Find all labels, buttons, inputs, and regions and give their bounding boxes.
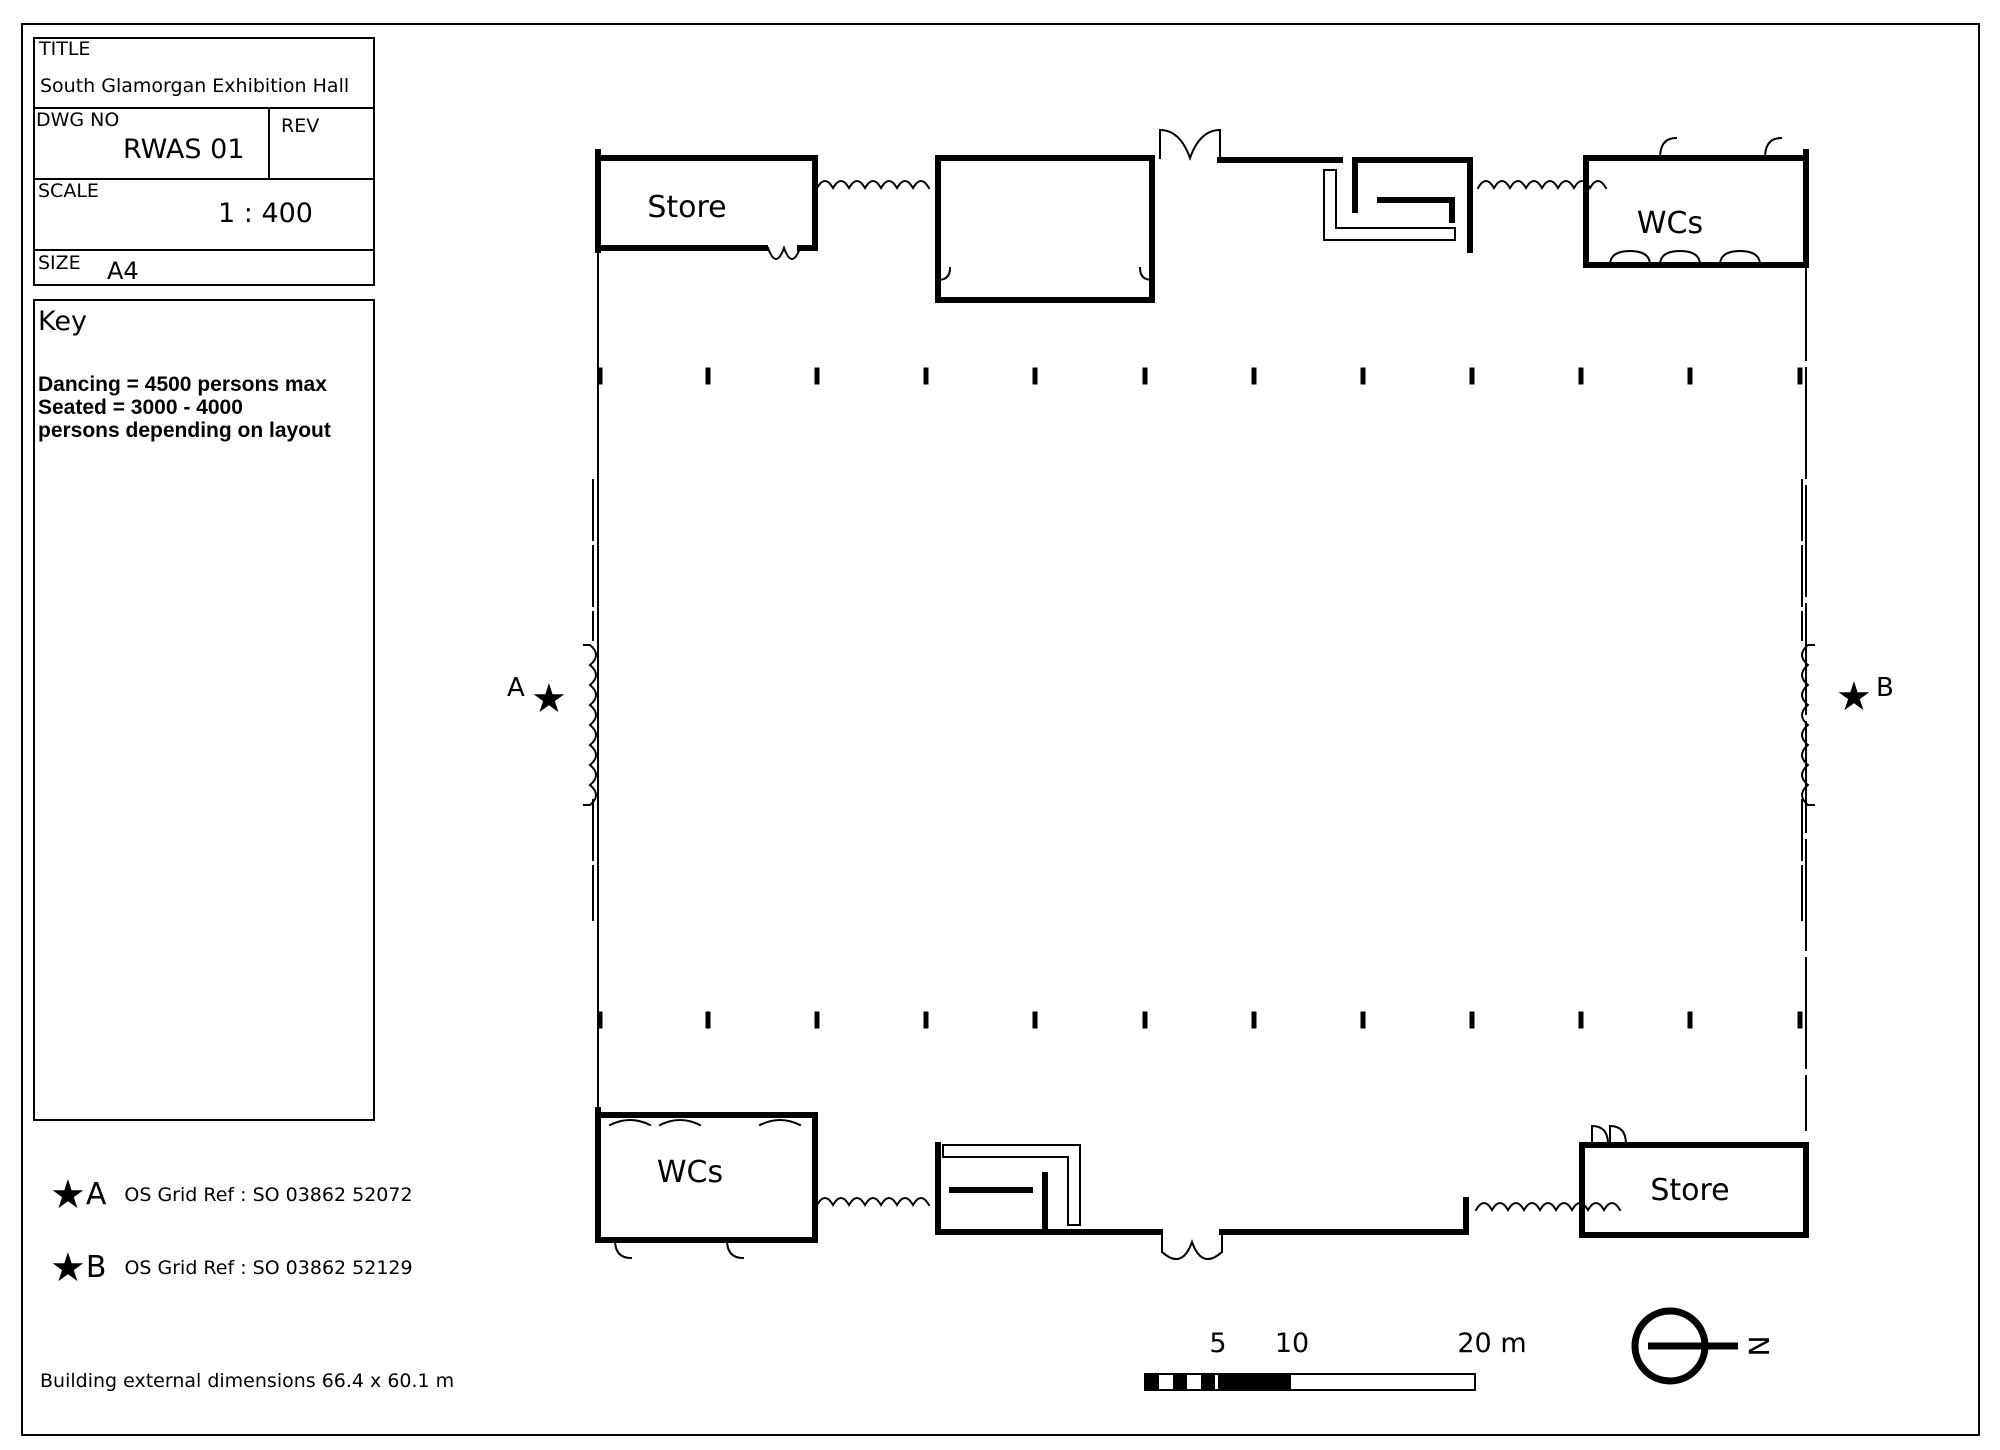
store-top-door bbox=[768, 248, 800, 259]
size-label: SIZE bbox=[38, 252, 81, 274]
top-kiosk-room bbox=[1355, 160, 1470, 250]
top-middle-room bbox=[938, 158, 1152, 300]
star-icon: ★ bbox=[1836, 674, 1872, 720]
dimensions-note: Building external dimensions 66.4 x 60.1 m bbox=[40, 1370, 455, 1392]
key-text: Dancing = 4500 persons max Seated = 3000 - 4000 persons depending on layout bbox=[38, 373, 331, 442]
key-heading: Key bbox=[38, 306, 87, 337]
scale-label: 5 bbox=[1209, 1328, 1227, 1359]
ramp bbox=[1324, 170, 1455, 240]
top-entrance-door bbox=[1160, 130, 1220, 158]
entrance-b-label: B bbox=[1876, 673, 1894, 703]
scale-label: 20 m bbox=[1457, 1328, 1527, 1359]
ramp bbox=[943, 1145, 1080, 1225]
star-icon: ★ bbox=[531, 676, 567, 722]
room-label-store-bottom: Store bbox=[1650, 1173, 1730, 1208]
folding-partition bbox=[817, 181, 929, 188]
star-icon: ★ bbox=[50, 1245, 86, 1291]
size-value: A4 bbox=[107, 257, 139, 285]
north-label: N bbox=[1742, 1335, 1775, 1357]
rev-label: REV bbox=[281, 115, 320, 137]
star-icon: ★ bbox=[50, 1172, 86, 1218]
column-row-top bbox=[600, 370, 1800, 382]
dwg-no-value: RWAS 01 bbox=[123, 134, 245, 165]
bottom-middle-room bbox=[938, 1145, 1160, 1232]
title-label: TITLE bbox=[39, 38, 91, 60]
room-label-wcs-top: WCs bbox=[1636, 206, 1704, 241]
scale-bar bbox=[1145, 1328, 1527, 1390]
entrance-a-label: A bbox=[507, 673, 525, 703]
room-label-store-top: Store bbox=[647, 190, 727, 225]
column-row-bottom bbox=[600, 1014, 1800, 1026]
grid-ref-text: OS Grid Ref : SO 03862 52072 bbox=[124, 1184, 413, 1206]
drawing-title: South Glamorgan Exhibition Hall bbox=[40, 75, 350, 97]
entrance-a-door bbox=[584, 645, 596, 805]
dwg-no-label: DWG NO bbox=[36, 109, 120, 131]
bottom-entrance-door bbox=[1162, 1232, 1222, 1259]
room-label-wcs-bottom: WCs bbox=[656, 1155, 724, 1190]
grid-ref-marker: A bbox=[85, 1177, 107, 1212]
entrance-b-door bbox=[1802, 645, 1814, 805]
north-arrow-icon bbox=[1635, 1311, 1775, 1381]
scale-value: 1 : 400 bbox=[218, 198, 313, 229]
scale-label: 10 bbox=[1274, 1328, 1310, 1359]
grid-ref-text: OS Grid Ref : SO 03862 52129 bbox=[124, 1257, 413, 1279]
scale-label: SCALE bbox=[38, 180, 99, 202]
grid-ref-marker: B bbox=[85, 1250, 107, 1285]
